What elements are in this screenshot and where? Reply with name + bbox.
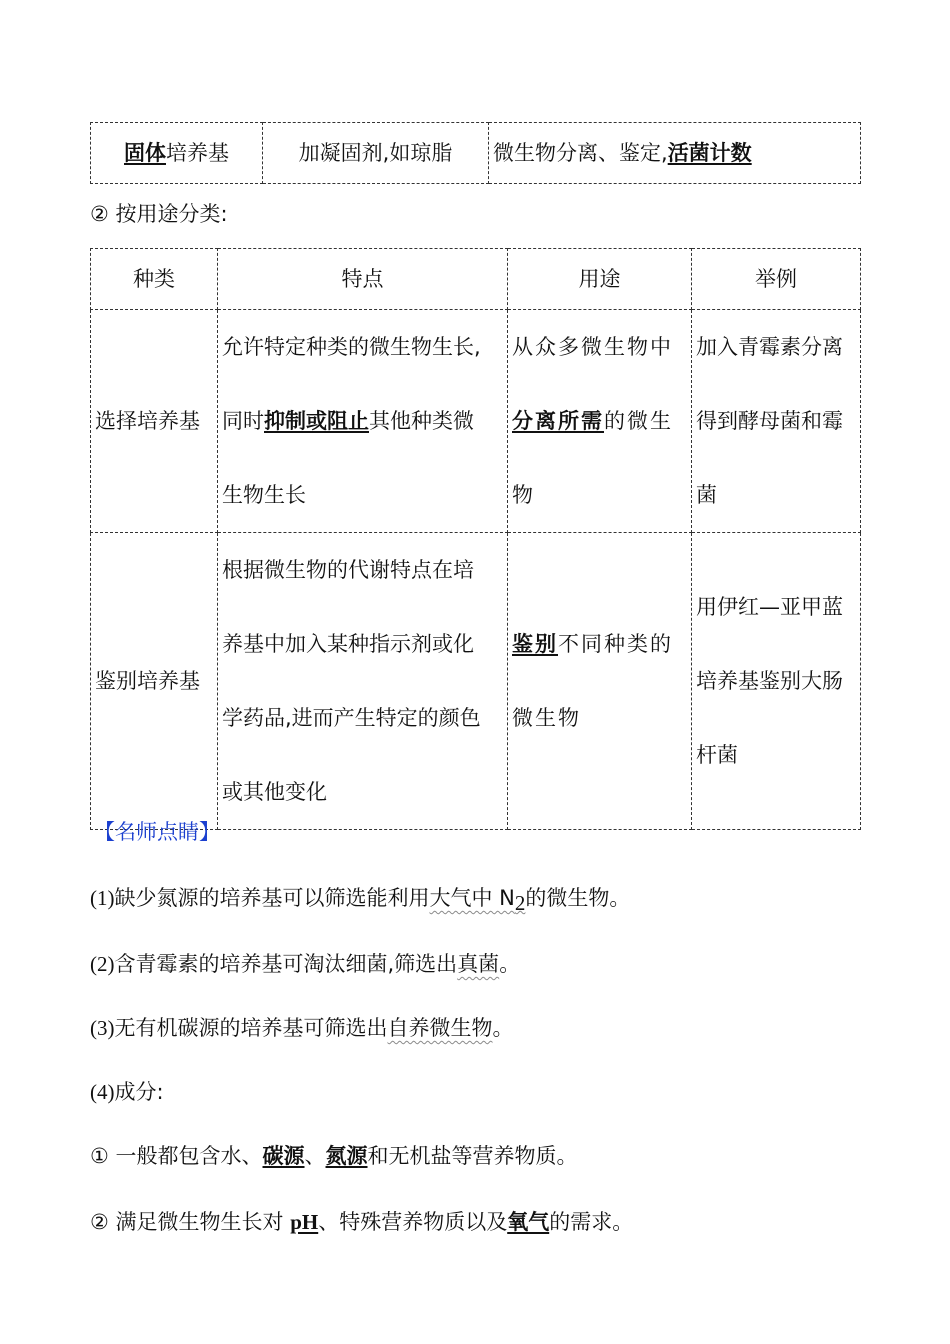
tip-paragraph-5: ① 一般都包含水、碳源、氮源和无机盐等营养物质。 [90, 1144, 578, 1168]
table-cell: 加入青霉素分离 得到酵母菌和霉 菌 [692, 310, 861, 533]
tip-paragraph-6: ② 满足微生物生长对 pH、特殊营养物质以及氧气的需求。 [90, 1210, 634, 1234]
tip-paragraph-2: (2)含青霉素的培养基可淘汰细菌,筛选出真菌。 [90, 952, 521, 976]
table-cell: 选择培养基 [91, 310, 218, 533]
table-cell: 允许特定种类的微生物生长, 同时抑制或阻止其他种类微 生物生长 [218, 310, 508, 533]
table-cell: 微生物分离、鉴定,活菌计数 [489, 123, 861, 184]
table-header-row [91, 249, 861, 310]
table-cell: 鉴别培养基 [91, 533, 218, 830]
table-cell: 鉴别不同种类的 微生物 [508, 533, 692, 830]
section-subtitle: ② 按用途分类: [90, 202, 228, 226]
header-cell: 种类 [91, 249, 218, 310]
table-cell: 从众多微生物中 分离所需的微生 物 [508, 310, 692, 533]
tip-paragraph-3: (3)无有机碳源的培养基可筛选出自养微生物。 [90, 1016, 514, 1040]
table-row [91, 533, 861, 830]
header-cell: 用途 [508, 249, 692, 310]
table-cell: 根据微生物的代谢特点在培 养基中加入某种指示剂或化 学药品,进而产生特定的颜色 或其他变化 [218, 533, 508, 830]
tip-paragraph-1: (1)缺少氮源的培养基可以筛选能利用大气中 $N_2$的微生物。 [90, 886, 631, 916]
header-cell: 举例 [692, 249, 861, 310]
tip-paragraph-4: (4)成分: [90, 1080, 164, 1104]
table-row [91, 310, 861, 533]
medium-state-table [90, 122, 861, 184]
table-cell: 加凝固剂,如琼脂 [263, 123, 489, 184]
medium-purpose-table [90, 248, 861, 830]
header-cell: 特点 [218, 249, 508, 310]
tips-title: 【名师点睛】 [94, 820, 220, 844]
table-row [91, 123, 861, 184]
table-cell: 用伊红—亚甲蓝 培养基鉴别大肠 杆菌 [692, 533, 861, 830]
table-cell: 固体培养基 [91, 123, 263, 184]
